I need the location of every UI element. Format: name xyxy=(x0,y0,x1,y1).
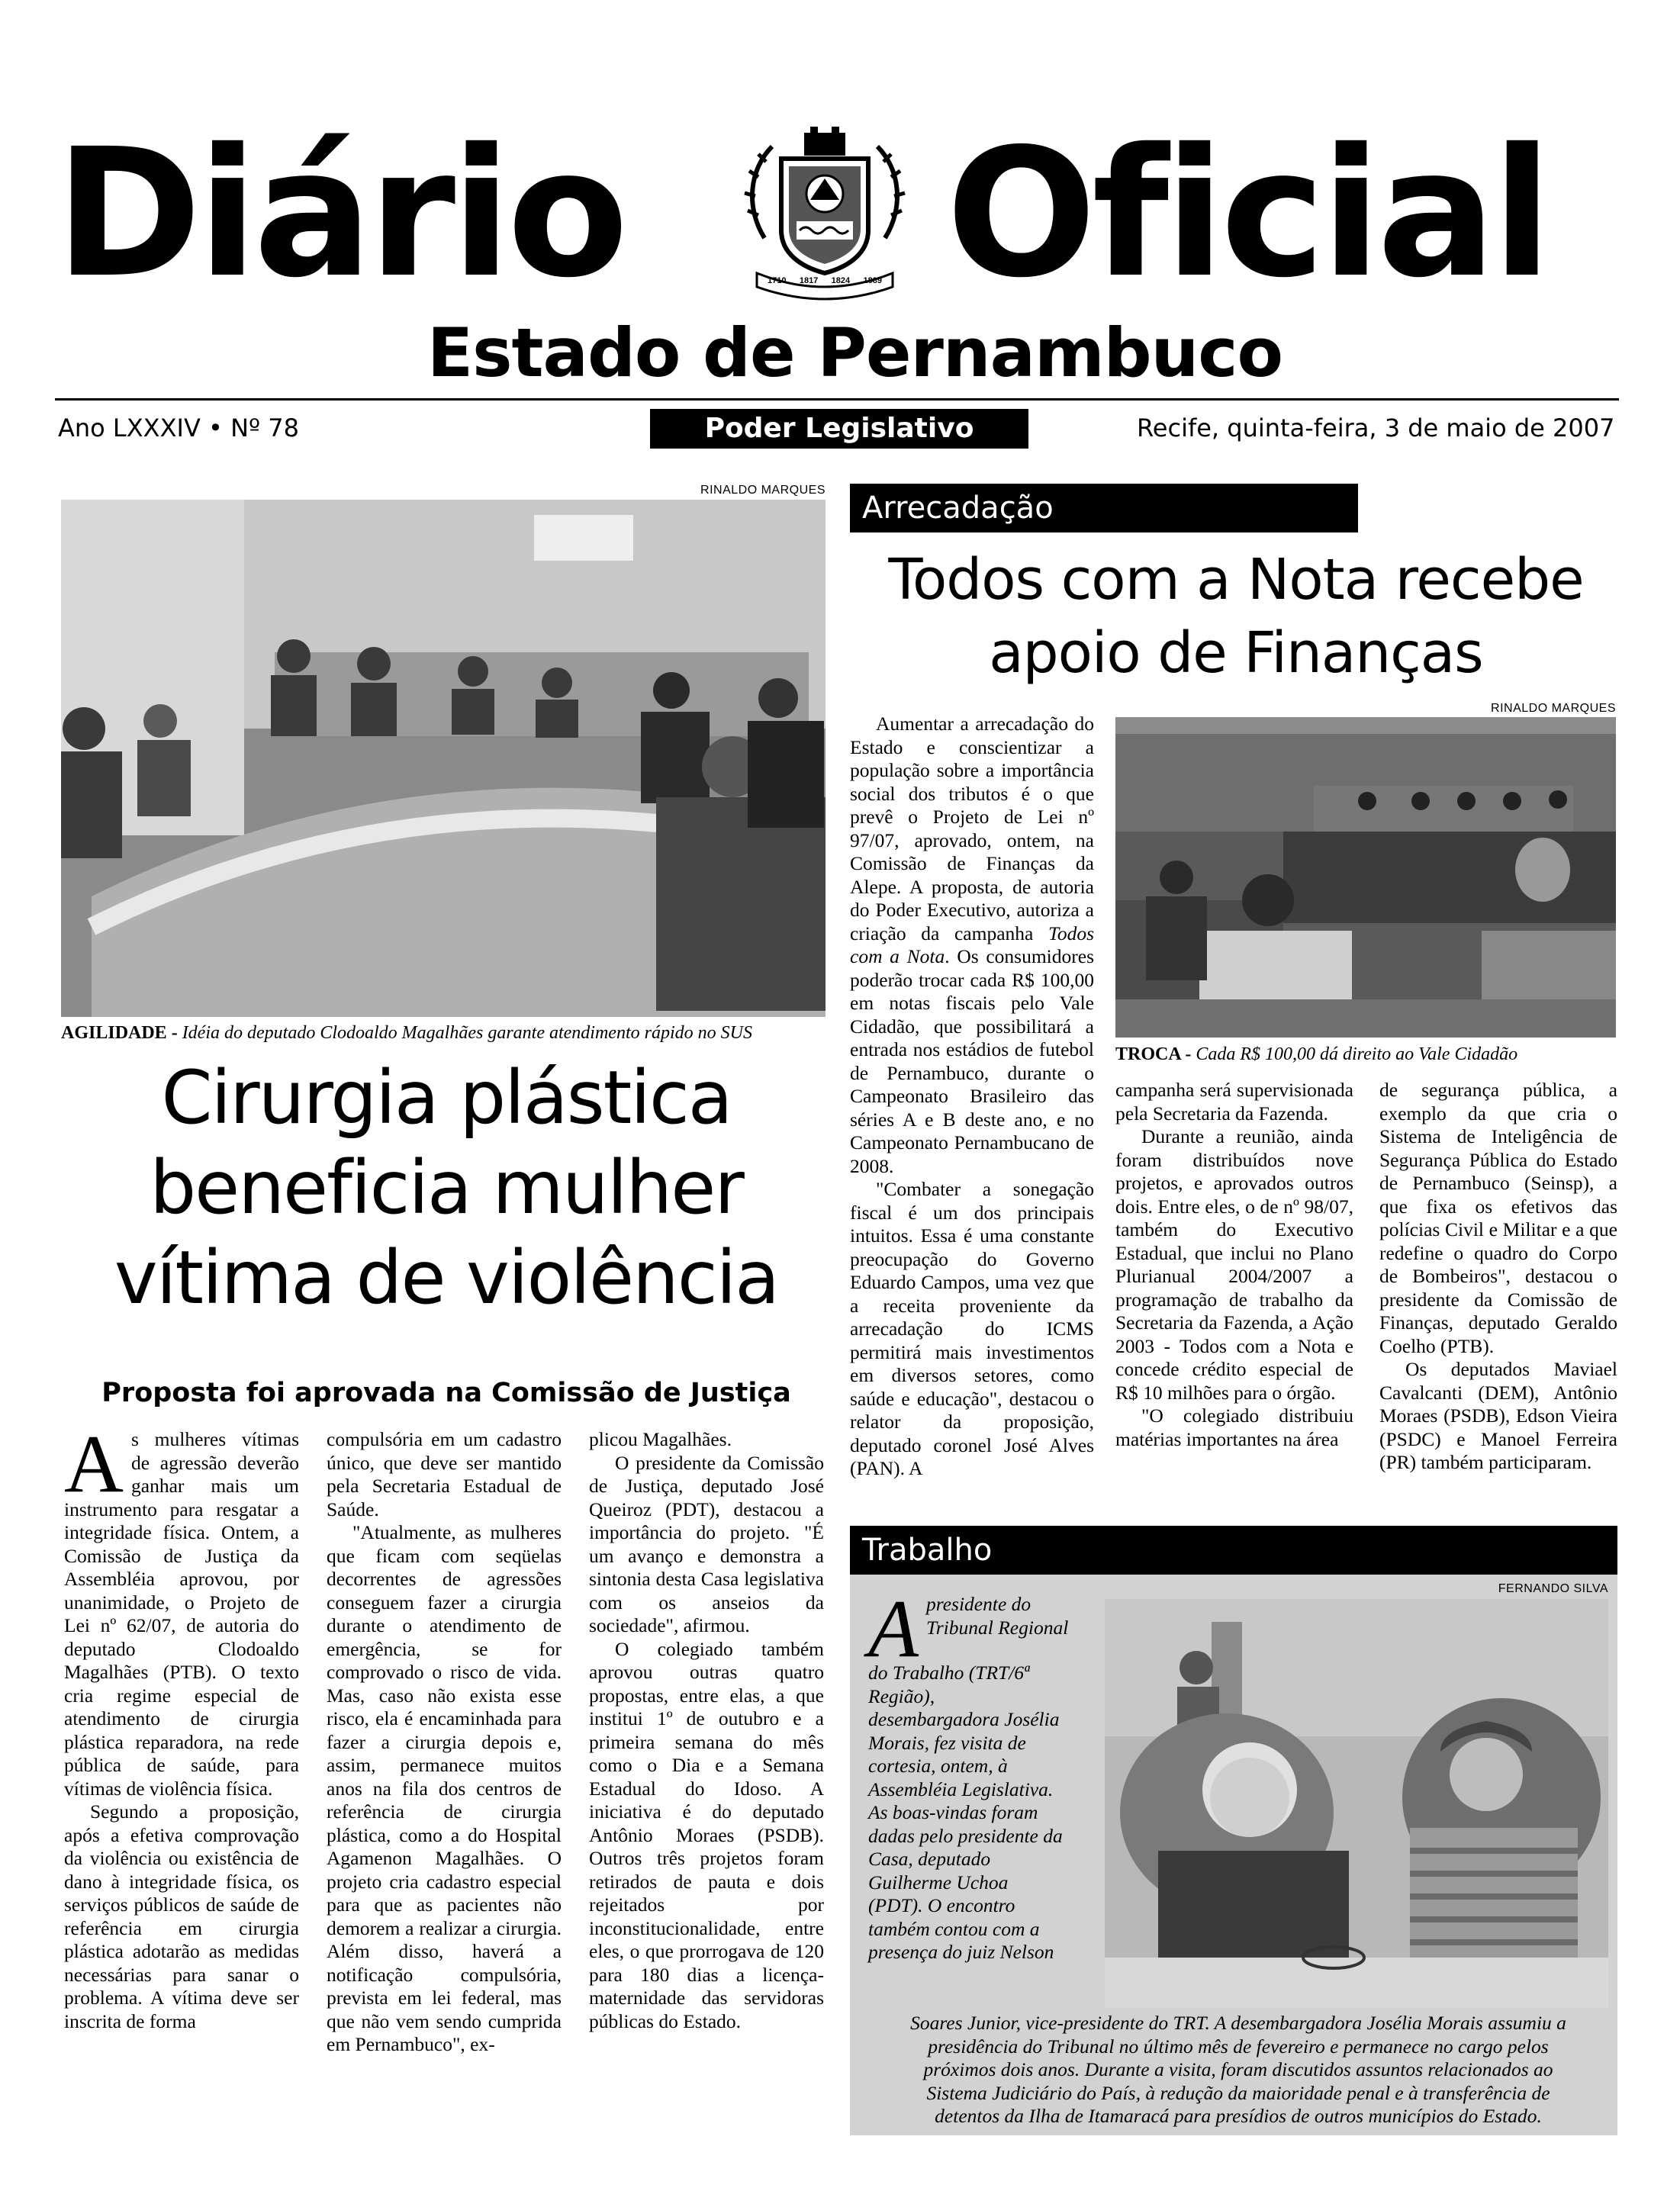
secondary-headline xyxy=(847,543,1625,690)
section-label: Arrecadação xyxy=(850,484,1358,532)
photo-credit: FERNANDO SILVA xyxy=(1498,1582,1608,1595)
paragraph: compulsória em um cadastro único, que deve ser mantido pela Secretaria Estadual de Saúde. xyxy=(327,1428,562,1520)
article-column xyxy=(64,1419,299,2033)
masthead-rule xyxy=(55,398,1619,401)
paragraph: plicou Magalhães. xyxy=(589,1428,732,1450)
subheadline: Proposta foi aprovada na Comissão de Justiça xyxy=(101,1378,791,1408)
headline-line: vítima de violência xyxy=(114,1235,779,1321)
headline-line: Todos com a Nota recebe xyxy=(888,547,1584,613)
text-line: Sistema Judiciário do País, à redução da maioridade penal e à transferência de xyxy=(926,2081,1550,2104)
seal-year: 1824 xyxy=(831,276,851,285)
trabalho-text-full xyxy=(868,2012,1608,2128)
campaign-name: Todos com a Nota xyxy=(850,922,1094,967)
text-line: presidência do Tribunal no último mês de fevereiro e permanece no cargo pelos xyxy=(928,2035,1549,2057)
text-line: (PDT). O encontro xyxy=(868,1894,1015,1916)
caption-text: Idéia do deputado Clodoaldo Magalhães garante atendimento rápido no SUS xyxy=(182,1023,752,1043)
article-column xyxy=(1115,1079,1353,1451)
text-line: Tribunal Regional xyxy=(925,1616,1069,1639)
paragraph: O colegiado também aprovou outras quatro propostas, entre elas, a que institui 1º de outubro e a primeira semana do mês como o Dia e a Semana Estadual do Idoso. A iniciativa é do deputado Antônio Moraes (PSDB). Outros três projetos foram retirados de pauta e dois rejeitados por inconstitucionalidade, entre eles, o que prorrogava de 120 para 180 dias a licença-maternidade das servidoras públicas do Estado. xyxy=(589,1637,824,2032)
text-line: também contou com a xyxy=(868,1917,1040,1940)
article-column xyxy=(1379,1079,1617,1475)
seal-year: 1817 xyxy=(799,276,819,285)
text-line: Assembléia Legislativa. xyxy=(868,1778,1054,1800)
paragraph-text: Aumentar a arrecadação do Estado e conscientizar a população sobre a importância social dos tributos é o que prevê o Projeto de Lei nº 97/07, aprovado, ontem, na Comissão de Finanças da Alepe. A proposta, de autoria do Poder Executivo, autoriza a criação da campanha xyxy=(850,713,1094,944)
seal-year: 1710 xyxy=(768,276,787,285)
paragraph: "O colegiado distribuiu matérias importantes na área xyxy=(1115,1404,1353,1450)
masthead-title-right: Oficial xyxy=(946,111,1548,317)
text-line: presidente do xyxy=(925,1593,1031,1615)
text-line: Morais, fez visita de xyxy=(868,1731,1026,1754)
section-tag: Poder Legislativo xyxy=(650,409,1028,449)
text-line: próximos dois anos. Durante a visita, foram discutidos assuntos relacionados ao xyxy=(923,2058,1553,2080)
finance-committee-photo xyxy=(1115,717,1616,1038)
article-column xyxy=(589,1428,824,2033)
masthead-title-left: Diário xyxy=(55,111,624,317)
paragraph: "Combater a sonegação fiscal é um dos principais intuitos. Essa é uma constante preocupação do Governo Eduardo Campos, uma vez que a receita proveniente da arrecadação do ICMS permitirá mais investimentos em diversos setores, como saúde e educação", destacou o relator da proposição, deputado coronel José Alves (PAN). A xyxy=(850,1178,1094,1479)
headline-line: beneficia mulher xyxy=(150,1145,743,1231)
caption-label: TROCA - xyxy=(1115,1044,1192,1064)
photo-credit: RINALDO MARQUES xyxy=(700,484,826,497)
masthead-subtitle: Estado de Pernambuco xyxy=(427,314,1283,392)
text-line: desembargadora Josélia xyxy=(868,1708,1060,1730)
photo-caption xyxy=(1115,1044,1634,1065)
text-line: Soares Junior, vice-presidente do TRT. A desembargadora Josélia Morais assumiu a xyxy=(910,2012,1566,2034)
text-line: cortesia, ontem, à xyxy=(868,1755,1008,1777)
caption-label: AGILIDADE - xyxy=(61,1023,178,1043)
text-line: Casa, deputado xyxy=(868,1848,991,1870)
drop-cap: A xyxy=(64,1419,124,1510)
section-label: Trabalho xyxy=(850,1526,1617,1575)
trabalho-text xyxy=(868,1584,1105,1964)
text-line: Guilherme Uchoa xyxy=(868,1871,1009,1893)
paragraph: s mulheres vítimas de agressão deverão ganhar mais um instrumento para resgatar a integridade física. Ontem, a Comissão de Justiça da Assembléia aprovou, por unanimidade, o Projeto de Lei nº 62/07, de autoria do deputado Clodoaldo Magalhães (PTB). O texto cria regime especial de atendimento de cirurgia plástica reparadora, na rede pública de saúde, para vítimas de violência física. xyxy=(64,1428,299,1800)
text-line: presença do juiz Nelson xyxy=(868,1941,1054,1963)
paragraph: Durante a reunião, ainda foram distribuídos nove projetos, e aprovados outros dois. Entre eles, o de nº 98/07, também do Executivo Estadual, que inclui no Plano Plurianual 2004/2007 a programação de trabalho da Secretaria da Fazenda, a Ação 2003 - Todos com a Nota e concede crédito especial de R$ 10 milhões para o órgão. xyxy=(1115,1125,1353,1404)
article-column xyxy=(850,713,1094,1481)
paragraph: "Atualmente, as mulheres que ficam com seqüelas decorrentes de agressões conseguem fazer a cirurgia durante o atendimento de emergência, se for comprovado o risco de vida. Mas, caso não exista esse risco, ela é encaminhada para fazer a cirurgia depois e, assim, permanece muitos anos na fila dos centros de referência de cirurgia plástica, como a do Hospital Agamenon Magalhães. O projeto cria cadastro especial para que as pacientes não demorem a realizar a cirurgia. Além disso, haverá a notificação compulsória, prevista em lei federal, mas que não vem sendo cumprida em Pernambuco", ex- xyxy=(327,1521,562,2055)
trt-visit-photo xyxy=(1105,1599,1608,2008)
headline-line: Cirurgia plástica xyxy=(161,1055,732,1141)
drop-cap: A xyxy=(868,1584,919,1675)
photo-caption xyxy=(61,1022,832,1044)
paragraph: de segurança pública, a exemplo da que cria o Sistema de Inteligência de Segurança Pública do Estado de Pernambuco (Seinsp), a que fixa os efetivos das polícias Civil e Militar e a que redefine o quadro do Corpo de Bombeiros", destacou o presidente da Comissão de Finanças, deputado Geraldo Coelho (PTB). xyxy=(1379,1079,1617,1357)
issue-number: Ano LXXXIV • Nº 78 xyxy=(58,413,299,442)
text-line: Região), xyxy=(868,1684,935,1707)
paragraph: Segundo a proposição, após a efetiva comprovação da violência ou existência de dano à integridade física, os serviços públicos de saúde de referência em cirurgia plástica adotarão as medidas necessárias para sanar o problema. A vítima deve ser inscrita de forma xyxy=(64,1800,299,2032)
text-line: dadas pelo presidente da xyxy=(868,1824,1063,1847)
photo-credit: RINALDO MARQUES xyxy=(1491,702,1616,715)
paragraph: campanha será supervisionada pela Secretaria da Fazenda. xyxy=(1115,1079,1353,1124)
text-line: As boas-vindas foram xyxy=(868,1801,1038,1823)
text-line: do Trabalho (TRT/6ª xyxy=(868,1662,1030,1684)
paragraph: O presidente da Comissão de Justiça, deputado José Queiroz (PDT), destacou a importância do projeto. "É um avanço e demonstra a sintonia desta Casa legislativa com os anseios da sociedade", afirmou. xyxy=(589,1451,824,1636)
text-line: detentos da Ilha de Itamaracá para presídios de outros municípios do Estado. xyxy=(935,2105,1542,2127)
caption-text: Cada R$ 100,00 dá direito ao Vale Cidadão xyxy=(1196,1044,1518,1064)
headline-line: apoio de Finanças xyxy=(989,620,1483,686)
paragraph-text: . Os consumidores poderão trocar cada R$ 100,00 em notas fiscais pelo Vale Cidadão, que possibilitará a entrada nos estádios de futebol de Pernambuco, durante o Campeonato Brasileiro das séries A e B deste ano, e no Campeonato Pernambucano de 2008. xyxy=(850,945,1094,1177)
state-seal xyxy=(742,124,908,303)
dateline: Recife, quinta-feira, 3 de maio de 2007 xyxy=(1137,413,1615,442)
seal-year: 1889 xyxy=(863,276,882,285)
article-column xyxy=(327,1428,562,2057)
main-headline xyxy=(53,1053,839,1323)
committee-meeting-photo xyxy=(61,500,826,1017)
paragraph: Os deputados Maviael Cavalcanti (DEM), Antônio Moraes (PSDB), Edson Vieira (PSDC) e Manoel Ferreira (PR) também participaram. xyxy=(1379,1358,1617,1473)
